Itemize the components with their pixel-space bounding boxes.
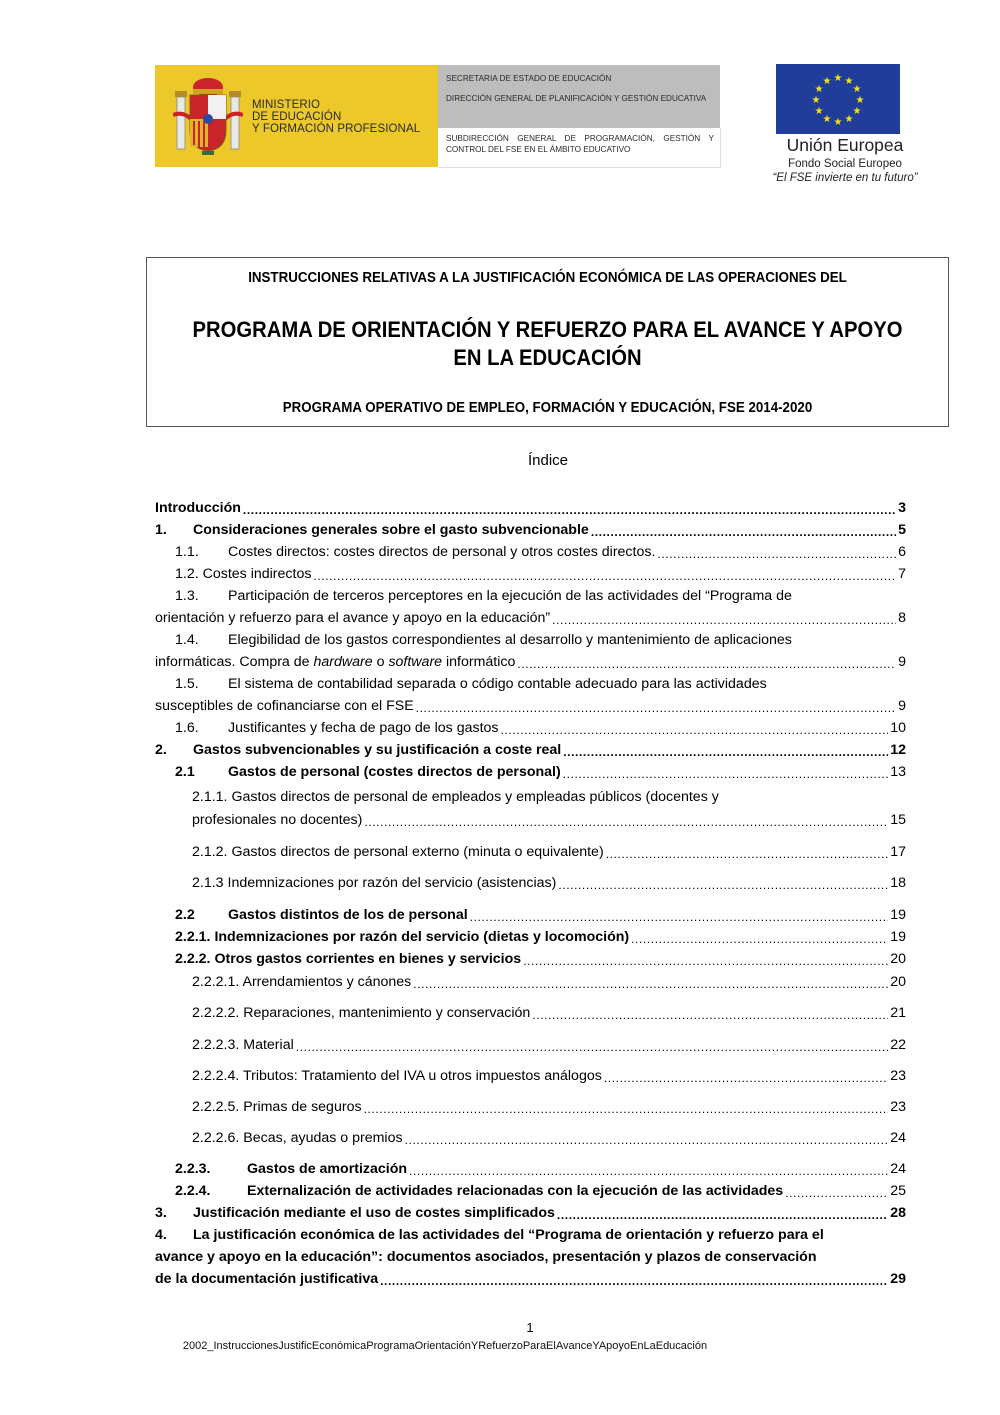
eu-logo xyxy=(745,60,945,190)
toc-entry-continuation[interactable]: informáticas. Compra de hardware o software informático ..... 9 xyxy=(155,651,906,673)
svg-text:★: ★ xyxy=(833,117,843,128)
toc-entry[interactable]: 1.1. Costes directos: costes directos de personal y otros costes directos. ..... 6 xyxy=(155,541,906,563)
toc-entry-continuation[interactable]: profesionales no docentes) ..... 15 xyxy=(155,809,906,831)
eu-stars-icon xyxy=(776,64,900,134)
title-box xyxy=(146,257,949,427)
direccion-label: DIRECCIÓN GENERAL DE PLANIFICACIÓN Y GESTIÓN EDUCATIVA xyxy=(446,94,707,103)
toc-entry[interactable]: 2.2 Gastos distintos de los de personal ..... 19 xyxy=(155,904,906,926)
ministry-logo xyxy=(155,65,720,167)
toc-entry[interactable]: 1. Consideraciones generales sobre el gasto subvencionable ..... 5 xyxy=(155,519,906,541)
toc-entry[interactable]: 2.2.2.2. Reparaciones, mantenimiento y conservación ..... 21 xyxy=(155,1002,906,1024)
toc-entry[interactable]: 1.2. Costes indirectos ..... 7 xyxy=(155,563,906,585)
svg-text:★: ★ xyxy=(814,84,824,95)
svg-text:★: ★ xyxy=(814,106,824,117)
document-title: PROGRAMA DE ORIENTACIÓN Y REFUERZO PARA EL AVANCE Y APOYO EN LA EDUCACIÓN xyxy=(192,317,903,370)
toc-entry[interactable]: 4. La justificación económica de las actividades del “Programa de orientación y refuerzo para el xyxy=(155,1227,824,1243)
toc-entry[interactable]: 2.1 Gastos de personal (costes directos de personal) ..... 13 xyxy=(155,761,906,783)
toc-leader xyxy=(243,497,896,519)
ministry-logo-yellow-panel xyxy=(155,65,438,167)
toc-entry[interactable]: 1.5. El sistema de contabilidad separada o código contable adecuado para las actividades xyxy=(175,676,767,692)
eu-title: Unión Europea xyxy=(786,135,904,155)
toc-entry-continuation[interactable]: avance y apoyo en la educación”: documentos asociados, presentación y plazos de conservación xyxy=(155,1249,817,1265)
toc-entry[interactable]: 2.1.3 Indemnizaciones por razón del servicio (asistencias) ..... 18 xyxy=(155,872,906,894)
toc-entry[interactable]: 2.2.2.5. Primas de seguros ..... 23 xyxy=(155,1096,906,1118)
ministry-logo-grey-panel xyxy=(438,65,720,128)
toc-entry[interactable]: 2.1.2. Gastos directos de personal externo (minuta o equivalente) ..... 17 xyxy=(155,841,906,863)
page-number: 1 xyxy=(526,1320,534,1335)
secretaria-label: SECRETARIA DE ESTADO DE EDUCACIÓN xyxy=(446,74,612,83)
toc-entry[interactable]: 2.2.3. Gastos de amortización ..... 24 xyxy=(155,1158,906,1180)
subdireccion-label: SUBDIRECCIÓN GENERAL DE PROGRAMACIÓN, GESTIÓN Y CONTROL DEL FSE EN EL ÁMBITO EDUCATIVO xyxy=(446,134,714,154)
toc-entry[interactable]: 3. Justificación mediante el uso de costes simplificados ..... 28 xyxy=(155,1202,906,1224)
svg-text:★: ★ xyxy=(855,95,865,106)
toc-entry-continuation[interactable]: orientación y refuerzo para el avance y apoyo en la educación” ..... 8 xyxy=(155,607,906,629)
title-line-1: INSTRUCCIONES RELATIVAS A LA JUSTIFICACIÓN ECONÓMICA DE LAS OPERACIONES DEL xyxy=(248,270,847,286)
eu-subtitle: Fondo Social Europeo xyxy=(788,158,902,170)
title-line-3: PROGRAMA OPERATIVO DE EMPLEO, FORMACIÓN Y EDUCACIÓN, FSE 2014-2020 xyxy=(282,400,813,416)
toc-entry[interactable]: 2. Gastos subvencionables y su justificación a coste real ..... 12 xyxy=(155,739,906,761)
eu-flag-icon xyxy=(776,64,900,134)
svg-text:★: ★ xyxy=(852,106,862,117)
coat-of-arms-icon xyxy=(173,75,243,157)
toc-entry[interactable]: 2.2.2.1. Arrendamientos y cánones ..... 20 xyxy=(155,971,906,993)
toc-entry[interactable]: 2.2.2.3. Material ..... 22 xyxy=(155,1034,906,1056)
toc-entry[interactable]: 2.2.2.4. Tributos: Tratamiento del IVA u otros impuestos análogos ..... 23 xyxy=(155,1065,906,1087)
toc-entry[interactable]: 2.2.4. Externalización de actividades relacionadas con la ejecución de las actividades ..... 25 xyxy=(155,1180,906,1202)
svg-text:★: ★ xyxy=(811,95,821,106)
toc-entry[interactable]: 2.2.1. Indemnizaciones por razón del servicio (dietas y locomoción) ..... 19 xyxy=(155,926,906,948)
toc-entry[interactable]: Introducción ..... 3 xyxy=(155,497,906,519)
eu-motto: “El FSE invierte en tu futuro” xyxy=(772,172,918,184)
toc-heading: Índice xyxy=(527,452,569,469)
toc-entry[interactable]: 2.2.2. Otros gastos corrientes en bienes y servicios ..... 20 xyxy=(155,948,906,970)
toc-entry-continuation[interactable]: susceptibles de cofinanciarse con el FSE ..... 9 xyxy=(155,695,906,717)
toc-entry[interactable]: 2.1.1. Gastos directos de personal de empleados y empleadas públicos (docentes y xyxy=(192,789,719,805)
toc-entry[interactable]: 2.2.2.6. Becas, ayudas o premios ..... 24 xyxy=(155,1127,906,1149)
footer-filename: 2002_InstruccionesJustificEconómicaProgramaOrientaciónYRefuerzoParaElAvanceYApoyoEnLaEducación xyxy=(182,1340,708,1352)
svg-text:★: ★ xyxy=(852,84,862,95)
ministry-logo-white-panel xyxy=(438,128,721,168)
svg-text:★: ★ xyxy=(822,76,832,87)
toc-entry-continuation[interactable]: de la documentación justificativa ..... 29 xyxy=(155,1268,906,1290)
svg-text:★: ★ xyxy=(844,114,854,125)
ministry-name: MINISTERIO DE EDUCACIÓN Y FORMACIÓN PROFESIONAL xyxy=(252,99,421,135)
toc-entry[interactable]: 1.3. Participación de terceros perceptores en la ejecución de las actividades del “Programa de xyxy=(175,588,792,604)
toc-entry[interactable]: 1.4. Elegibilidad de los gastos correspondientes al desarrollo y mantenimiento de aplicaciones xyxy=(175,632,792,648)
svg-text:★: ★ xyxy=(822,114,832,125)
svg-text:★: ★ xyxy=(833,73,843,84)
toc-entry[interactable]: 1.6. Justificantes y fecha de pago de los gastos ..... 10 xyxy=(155,717,906,739)
svg-text:★: ★ xyxy=(844,76,854,87)
